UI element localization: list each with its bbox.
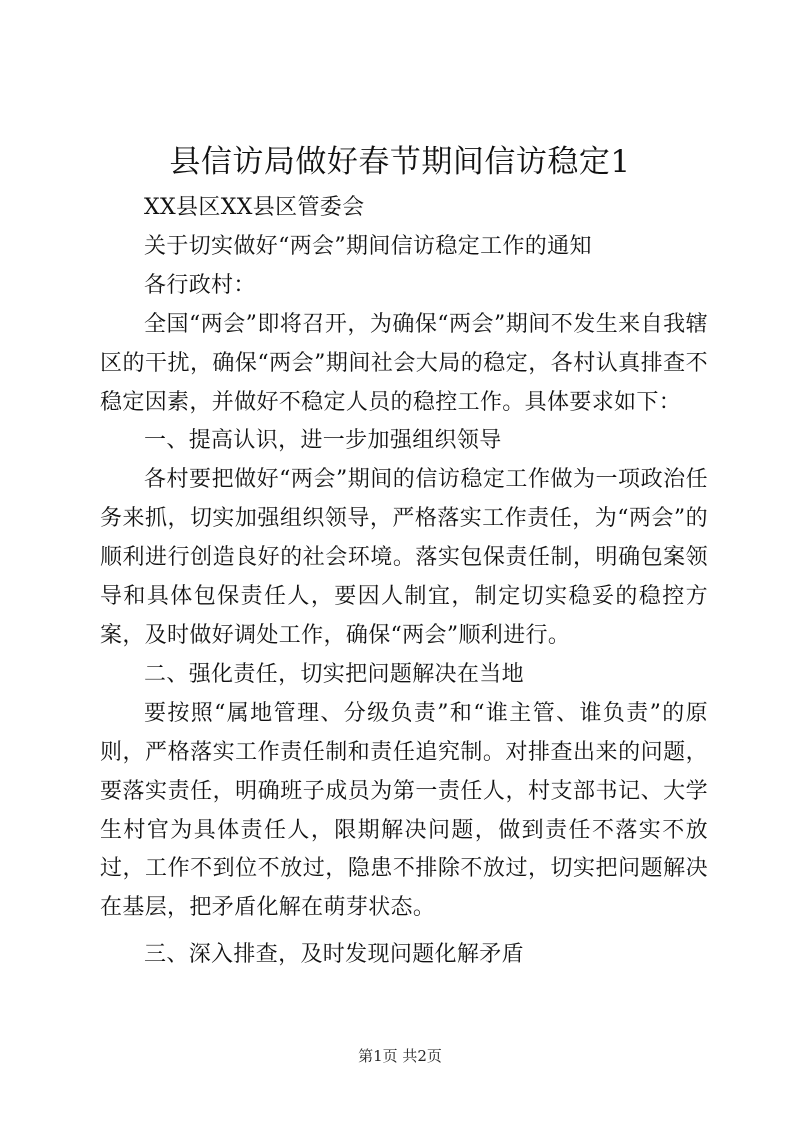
paragraph-issuer: XX县区XX县区管委会 [144,195,365,220]
paragraph-salutation: 各行政村： [144,272,256,298]
section-heading-1: 一、提高认识，进一步加强组织领导 [144,428,502,454]
paragraph-section-1: 各村要把做好“两会”期间的信访稳定工作做为一项政治任务来抓，切实加强组织领导，严格落实工作责任，为“两会”的顺利进行创造良好的社会环境。落实包保责任制，明确包案领导和具体包保责任人，要因人制宜，制定切实稳妥的稳控方案，及时做好调处工作，确保“两会”顺利进行。 [100,467,708,648]
document-title: 县信访局做好春节期间信访稳定1 [169,144,631,180]
paragraph-section-2: 要按照“属地管理、分级负责”和“谁主管、谁负责”的原则，严格落实工作责任制和责任追究制。对排查出来的问题，要落实责任，明确班子成员为第一责任人，村支部书记、大学生村官为具体责任人，限期解决问题，做到责任不落实不放过，工作不到位不放过，隐患不排除不放过，切实把问题解决在基层，把矛盾化解在萌芽状态。 [100,700,708,921]
document-body [100,189,708,975]
section-heading-3: 三、深入排查，及时发现问题化解矛盾 [144,942,524,968]
page-number: 第1页 共2页 [358,1047,442,1065]
paragraph-intro: 全国“两会”即将召开，为确保“两会”期间不发生来自我辖区的干扰，确保“两会”期间社会大局的稳定，各村认真排查不稳定因素，并做好不稳定人员的稳控工作。具体要求如下： [100,311,708,415]
paragraph-notice-title: 关于切实做好“两会”期间信访稳定工作的通知 [144,233,592,259]
section-heading-2: 二、强化责任，切实把问题解决在当地 [144,661,524,687]
